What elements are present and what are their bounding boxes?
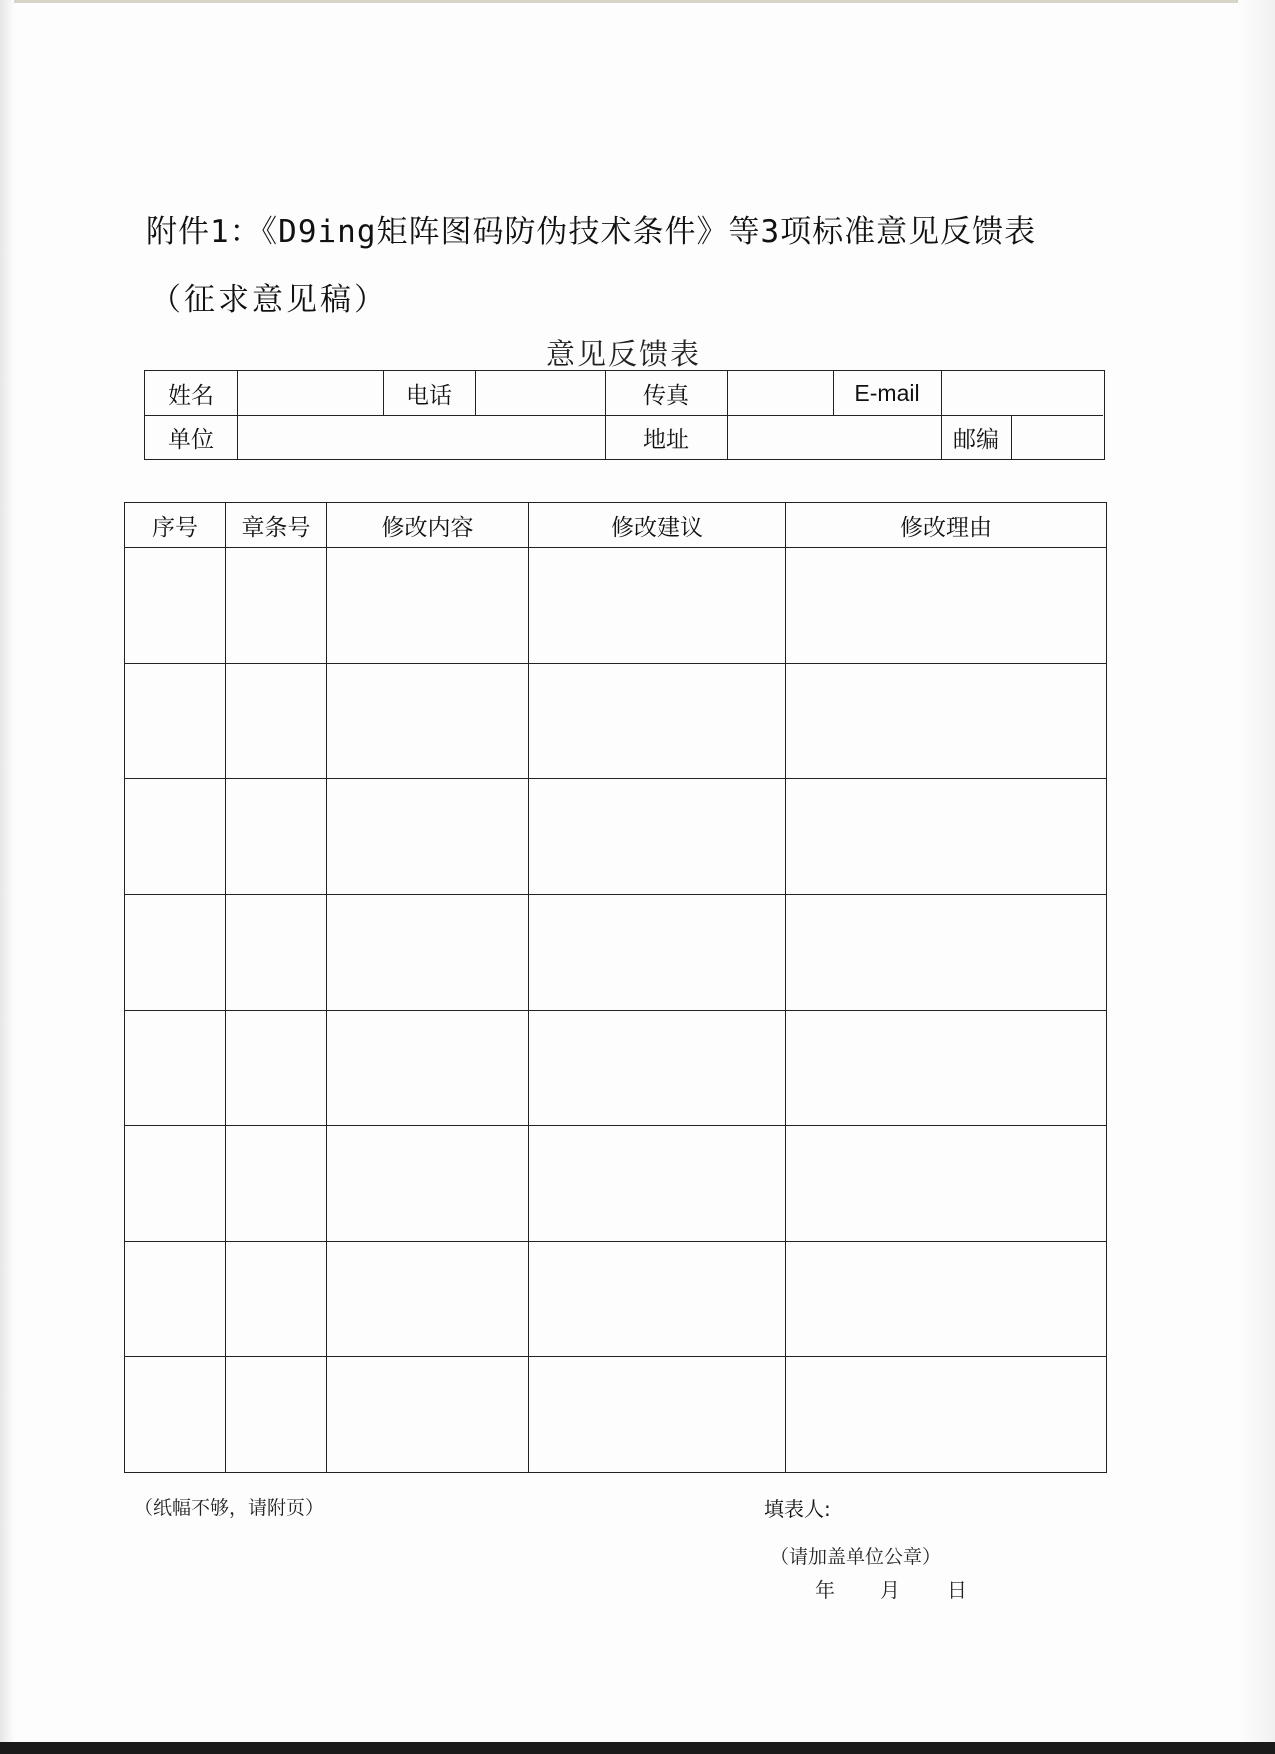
- date-year-label: 年: [815, 1578, 835, 1602]
- form-title: 意见反馈表: [546, 337, 702, 371]
- serial-cell[interactable]: [125, 1241, 226, 1357]
- suggestion-cell[interactable]: [529, 779, 786, 895]
- row-divider: [145, 415, 1103, 416]
- column-header-clause: 章条号: [226, 503, 327, 548]
- suggestion-cell[interactable]: [529, 663, 786, 779]
- scan-edge-top: [0, 0, 1275, 3]
- filler-signature-label: 填表人:: [764, 1497, 831, 1521]
- name-field[interactable]: [237, 371, 383, 415]
- suggestion-cell[interactable]: [529, 548, 786, 664]
- clause-cell[interactable]: [226, 548, 327, 664]
- address-label: 地址: [643, 425, 689, 452]
- content-cell[interactable]: [327, 1357, 529, 1473]
- date-day-label: 日: [947, 1578, 967, 1602]
- content-cell[interactable]: [327, 1010, 529, 1126]
- suggestion-cell[interactable]: [529, 1010, 786, 1126]
- serial-cell[interactable]: [125, 548, 226, 664]
- content-cell[interactable]: [327, 1241, 529, 1357]
- clause-cell[interactable]: [226, 1241, 327, 1357]
- suggestion-cell[interactable]: [529, 1126, 786, 1242]
- reason-cell[interactable]: [786, 548, 1107, 664]
- scan-shadow-left: [0, 0, 14, 1742]
- column-divider: [383, 371, 384, 415]
- organization-label: 单位: [168, 425, 214, 452]
- column-header-suggestion: 修改建议: [529, 503, 786, 548]
- clause-cell[interactable]: [226, 894, 327, 1010]
- table-row: [125, 1357, 1107, 1473]
- document-subtitle: （征求意见稿）: [150, 282, 388, 318]
- postcode-field[interactable]: [1011, 415, 1103, 459]
- column-header-serial: 序号: [125, 503, 226, 548]
- clause-cell[interactable]: [226, 1010, 327, 1126]
- contact-info-table: [144, 370, 1105, 460]
- column-divider: [1011, 415, 1012, 459]
- serial-cell[interactable]: [125, 663, 226, 779]
- extra-pages-note: （纸幅不够，请附页）: [134, 1497, 325, 1519]
- clause-cell[interactable]: [226, 1126, 327, 1242]
- reason-cell[interactable]: [786, 1357, 1107, 1473]
- reason-cell[interactable]: [786, 779, 1107, 895]
- phone-label: 电话: [406, 381, 452, 408]
- document-title: 附件1：《D9ing矩阵图码防伪技术条件》等3项标准意见反馈表: [146, 214, 1037, 250]
- table-row: [125, 548, 1107, 664]
- content-cell[interactable]: [327, 663, 529, 779]
- table-row: [125, 1241, 1107, 1357]
- reason-cell[interactable]: [786, 1241, 1107, 1357]
- table-row: [125, 894, 1107, 1010]
- email-field[interactable]: [941, 371, 1103, 415]
- scan-shadow-right: [1238, 0, 1275, 1742]
- suggestion-cell[interactable]: [529, 1357, 786, 1473]
- column-header-content: 修改内容: [327, 503, 529, 548]
- table-row: [125, 1010, 1107, 1126]
- fax-label: 传真: [643, 381, 689, 408]
- column-divider: [237, 371, 238, 459]
- reason-cell[interactable]: [786, 894, 1107, 1010]
- postcode-label: 邮编: [953, 425, 999, 452]
- phone-field[interactable]: [475, 371, 605, 415]
- email-label: E-mail: [854, 379, 920, 406]
- column-divider: [833, 371, 834, 415]
- suggestion-cell[interactable]: [529, 1241, 786, 1357]
- comments-table: [124, 502, 1107, 1473]
- column-header-reason: 修改理由: [786, 503, 1107, 548]
- fax-field[interactable]: [727, 371, 833, 415]
- reason-cell[interactable]: [786, 1126, 1107, 1242]
- seal-note: （请加盖单位公章）: [770, 1546, 942, 1568]
- address-field[interactable]: [727, 415, 941, 459]
- reason-cell[interactable]: [786, 1010, 1107, 1126]
- column-divider: [605, 371, 606, 459]
- content-cell[interactable]: [327, 779, 529, 895]
- serial-cell[interactable]: [125, 1357, 226, 1473]
- table-row: [125, 1126, 1107, 1242]
- organization-field[interactable]: [237, 415, 605, 459]
- name-label: 姓名: [168, 381, 214, 408]
- date-month-label: 月: [880, 1578, 900, 1602]
- table-row: [125, 663, 1107, 779]
- table-header-row: [125, 503, 1107, 548]
- serial-cell[interactable]: [125, 1010, 226, 1126]
- scan-edge-bottom: [0, 1742, 1275, 1754]
- clause-cell[interactable]: [226, 663, 327, 779]
- column-divider: [475, 371, 476, 415]
- column-divider: [727, 371, 728, 459]
- content-cell[interactable]: [327, 548, 529, 664]
- suggestion-cell[interactable]: [529, 894, 786, 1010]
- reason-cell[interactable]: [786, 663, 1107, 779]
- content-cell[interactable]: [327, 1126, 529, 1242]
- column-divider: [941, 371, 942, 459]
- clause-cell[interactable]: [226, 779, 327, 895]
- serial-cell[interactable]: [125, 779, 226, 895]
- serial-cell[interactable]: [125, 1126, 226, 1242]
- serial-cell[interactable]: [125, 894, 226, 1010]
- table-row: [125, 779, 1107, 895]
- content-cell[interactable]: [327, 894, 529, 1010]
- clause-cell[interactable]: [226, 1357, 327, 1473]
